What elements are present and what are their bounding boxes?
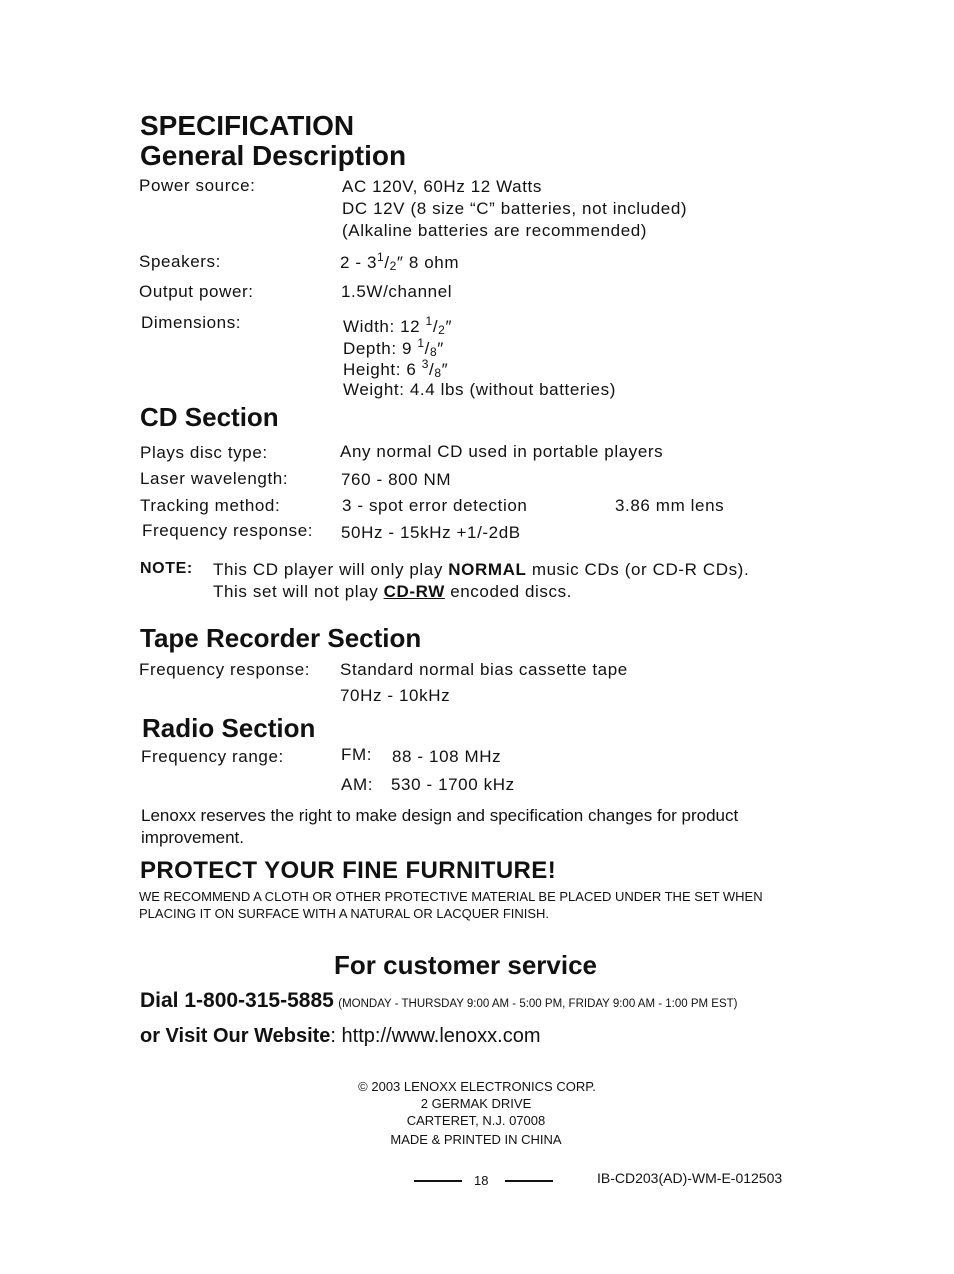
address-line-1: 2 GERMAK DRIVE [420, 1096, 532, 1111]
laser-wavelength-value: 760 - 800 NM [341, 470, 452, 489]
tracking-method-value: 3 - spot error detection [342, 496, 528, 515]
laser-wavelength-label: Laser wavelength: [140, 469, 289, 488]
am-label: AM: [341, 775, 374, 794]
am-value: 530 - 1700 kHz [391, 775, 515, 794]
disclaimer-line-2: improvement. [141, 828, 244, 847]
website-link[interactable]: http://www.lenoxx.com [341, 1025, 541, 1047]
height-value: Height: 6 $^3/_8''$ [343, 357, 449, 380]
note-label: NOTE: [140, 560, 193, 577]
phone-number: Dial 1-800-315-5885 [140, 989, 334, 1012]
tape-frequency-label: Frequency response: [139, 660, 311, 679]
service-hours: (MONDAY - THURSDAY 9:00 AM - 5:00 PM, FRIDAY 9:00 AM - 1:00 PM EST) [338, 998, 738, 1010]
power-source-label: Power source: [139, 176, 256, 195]
protect-line-1: WE RECOMMEND A CLOTH OR OTHER PROTECTIVE MATERIAL BE PLACED UNDER THE SET WHEN [139, 889, 763, 904]
cd-section-title: CD Section [140, 402, 279, 432]
power-line-3: (Alkaline batteries are recommended) [342, 221, 648, 240]
cd-frequency-value: 50Hz - 15kHz +1/-2dB [341, 523, 521, 542]
disclaimer-line-1: Lenoxx reserves the right to make design and specification changes for product [141, 806, 739, 825]
speakers-label: Speakers: [139, 252, 221, 271]
page-rule-left [414, 1180, 462, 1182]
fm-value: 88 - 108 MHz [392, 747, 502, 766]
website-line: or Visit Our Website: http://www.lenoxx.com [140, 1025, 541, 1047]
specification-title: SPECIFICATION [140, 110, 355, 141]
customer-service-title: For customer service [334, 950, 598, 980]
output-power-label: Output power: [139, 282, 254, 301]
page-rule-right [505, 1180, 553, 1182]
protect-title: PROTECT YOUR FINE FURNITURE! [140, 857, 557, 884]
power-line-2: DC 12V (8 size “C” batteries, not included) [342, 199, 688, 218]
width-value: Width: 12 $^1/_2''$ [343, 314, 453, 337]
dial-line [140, 989, 737, 1013]
address-line-2: CARTERET, N.J. 07008 [406, 1113, 546, 1128]
fm-label: FM: [341, 745, 373, 764]
radio-section-title: Radio Section [142, 713, 316, 743]
weight-value: Weight: 4.4 lbs (without batteries) [343, 380, 616, 399]
made-in-line: MADE & PRINTED IN CHINA [390, 1132, 562, 1147]
tracking-method-label: Tracking method: [140, 496, 281, 515]
protect-line-2: PLACING IT ON SURFACE WITH A NATURAL OR LACQUER FINISH. [139, 906, 550, 921]
copyright-line: © 2003 LENOXX ELECTRONICS CORP. [358, 1079, 596, 1094]
note-line-2: This set will not play CD-RW encoded discs. [213, 582, 573, 601]
power-line-1: AC 120V, 60Hz 12 Watts [342, 177, 542, 196]
page-number: 18 [474, 1173, 489, 1188]
disc-type-label: Plays disc type: [140, 443, 268, 462]
tape-frequency-value-1: Standard normal bias cassette tape [340, 660, 628, 679]
general-description-title: General Description [140, 140, 407, 171]
lens-value: 3.86 mm lens [615, 496, 725, 515]
document-code: IB-CD203(AD)-WM-E-012503 [597, 1170, 783, 1186]
cd-frequency-label: Frequency response: [142, 521, 314, 540]
dimensions-label: Dimensions: [141, 313, 242, 332]
disc-type-value: Any normal CD used in portable players [340, 442, 664, 461]
speakers-value: $2 - 3^1/_2''$ 8 ohm [340, 250, 460, 273]
output-power-value: 1.5W/channel [341, 282, 453, 301]
note-line-1: This CD player will only play NORMAL music CDs (or CD-R CDs). [213, 560, 750, 579]
tape-frequency-value-2: 70Hz - 10kHz [340, 686, 451, 705]
frequency-range-label: Frequency range: [141, 747, 284, 766]
depth-value: Depth: 9 $^1/_8''$ [343, 336, 444, 359]
tape-section-title: Tape Recorder Section [140, 623, 422, 653]
